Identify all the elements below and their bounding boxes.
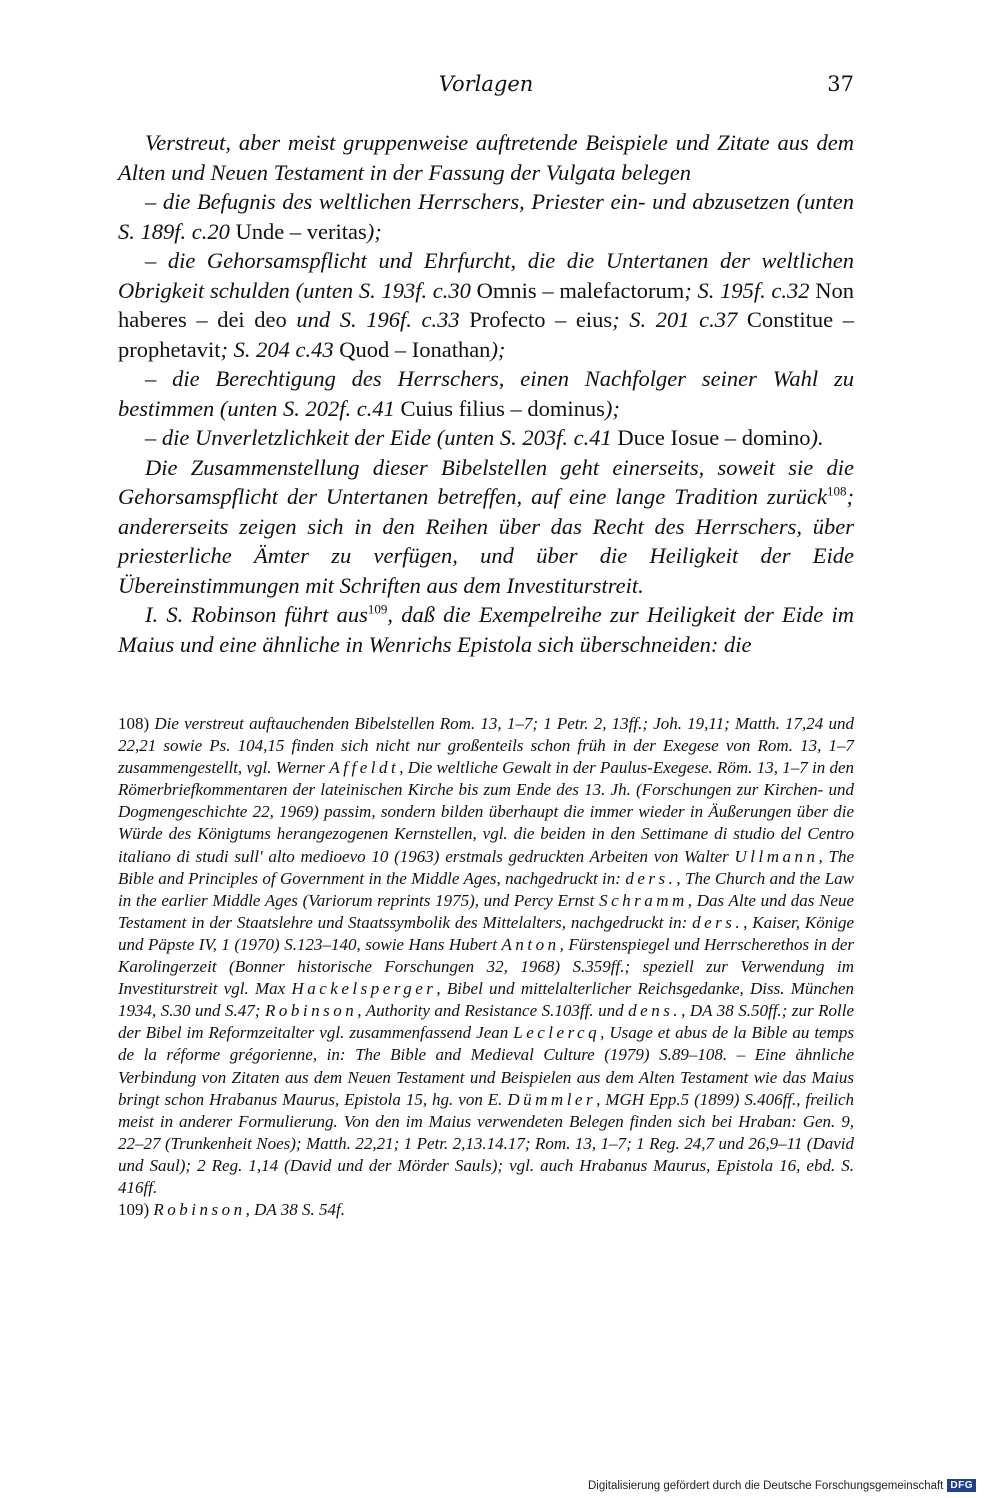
page-number: 37 <box>827 72 854 96</box>
citation-incipit: Non haberes – dei deo <box>118 277 854 332</box>
citation-incipit: Duce Iosue – domino <box>617 425 811 450</box>
text-run: , MGH Epp.5 (1899) S.406ff., freilich meist in anderer Formulierung. Von den im Maius verwendeten Belegen finden sich bei Hraban: Gen. 9, 22–27 (Trunkenheit Noes); Matth. 22,21; 1 Petr. 2,13.14.17; Rom. 13, 1–7; 1 Reg. 24,7 und 26,9–11 (David und Saul); 2 Reg. 1,14 (David und der Mörder Sauls); vgl. auch Hrabanus Maurus, Epistola 16, ebd. S. 416ff. <box>118 1089 854 1197</box>
digitization-credit <box>588 1479 976 1492</box>
author-name: Schramm <box>599 890 688 910</box>
author-name: Leclercq <box>513 1023 601 1043</box>
footnotes <box>118 713 854 1221</box>
citation-incipit: Quod – Ionathan <box>339 336 491 362</box>
text-run: , Usage et abus de la Bible au temps de la réforme grégorienne, in: The Bible and Medieval Culture (1979) S.89–108. – Eine ähnliche Verbindung von Zitaten aus dem Neuen Testament und Beispielen aus dem Alten Testament wie das Maius bringt schon Hrabanus Maurus, Epistola 15, hg. von E. <box>118 1023 854 1109</box>
author-name: ders. <box>692 912 744 932</box>
dfg-logo: DFG <box>947 1479 976 1492</box>
text-run: ); <box>490 336 506 362</box>
text-run: – die Gehorsamspflicht und Ehrfurcht, die die Untertanen der weltlichen Obrigkeit schulden (unten S. 193f. c.30 <box>118 248 854 303</box>
paragraph-nachfolger <box>118 364 854 423</box>
text-run: , daß die Exempelreihe zur Heiligkeit der Eide im Maius und eine ähnliche in Wenrichs Epistola sich überschneiden: die <box>118 602 854 657</box>
text-run: , Das Alte und das Neue Testament in der Staatslehre und Staatssymbolik des Mittelalters, nachgedruckt in: <box>118 890 854 932</box>
text-run: ); <box>604 395 620 421</box>
text-run: ; andererseits zeigen sich in den Reihen über das Recht des Herrschers, über priesterliche Ämter zu verfügen, und über die Heiligkeit der Eide Übereinstimmungen mit Schriften aus dem Investiturstreit. <box>118 484 854 598</box>
citation-incipit: Cuius filius – dominus <box>400 395 605 421</box>
author-name: Robinson <box>265 1001 358 1021</box>
text-run: ; S. 204 c.43 <box>220 336 340 362</box>
text-run: ). <box>810 425 824 450</box>
text-run: ; S. 195f. c.32 <box>684 277 816 303</box>
text-run: ); <box>366 218 382 244</box>
text-run: , The Church and the Law in the earlier Middle Ages (Variorum reprints 1975), und Percy Ernst <box>118 868 854 910</box>
text-run: Die verstreut auftauchenden Bibelstellen Rom. 13, 1–7; 1 Petr. 2, 13ff.; Joh. 19,11; Matth. 17,24 und 22,21 sowie Ps. 104,15 finden sich nicht nur großenteils schon früh in der Exegese von Rom. 13, 1–7 zusammengestellt, vgl. Werner <box>118 714 854 778</box>
running-title: Vorlagen <box>438 72 534 96</box>
text-run: , Die weltliche Gewalt in der Paulus-Exegese. Röm. 13, 1–7 in den Römerbriefkommentaren der lateinischen Kirche bis zum Ende des 13. Jh. (Forschungen zur Kirchen- und Dogmengeschichte 22, 1969) passim, sondern bilden überhaupt die immer wieder in Äußerungen über die Würde des Königtums herangezogenen Kernstellen, vgl. die beiden in den Settimane di studio del Centro italiano di studi sull' alto medioevo 10 (1963) erstmals gedruckten Arbeiten von Walter <box>118 758 854 866</box>
text-run: ; S. 201 c.37 <box>612 307 747 332</box>
text-run: – die Berechtigung des Herrschers, einen Nachfolger seiner Wahl zu bestimmen (unten S. 202f. c.41 <box>118 366 854 421</box>
text-run: , Kaiser, Könige und Päpste IV, 1 (1970) S.123–140, sowie Hans Hubert <box>118 912 855 954</box>
text-run: und S. 196f. c.33 <box>286 307 470 332</box>
text-run: , Bibel und mittelalterlicher Reichsgedanke, Diss. München 1934, S.30 und S.47; <box>118 979 854 1021</box>
text-run: , The Bible and Principles of Government in the Middle Ages, nachgedruckt in: <box>118 846 855 888</box>
text-run: , Fürstenspiegel und Herrscherethos in der Karolingerzeit (Bonner historische Forschungen 32, 1968) S.359ff.; speziell zur Verwendung im Investiturstreit vgl. Max <box>118 934 854 999</box>
paragraph-robinson <box>118 600 854 659</box>
credit-text: Digitalisierung gefördert durch die Deutsche Forschungsgemeinschaft <box>587 1479 944 1492</box>
author-name: Dümmler <box>507 1089 597 1109</box>
author-name: Robinson <box>153 1200 246 1220</box>
footnote-109 <box>118 1199 854 1221</box>
footnote-number: 108) <box>118 714 150 733</box>
paragraph-eide <box>118 423 854 453</box>
author-name: Ullmann <box>734 846 819 866</box>
citation-incipit: Profecto – eius <box>469 307 613 332</box>
text-run: Die Zusammenstellung dieser Bibelstellen geht einerseits, soweit sie die Gehorsamspflicht der Untertanen betreffen, auf eine lange Tradition zurück <box>118 454 854 509</box>
author-name: Anton <box>501 934 560 954</box>
running-header <box>118 72 854 106</box>
main-text <box>118 128 854 659</box>
author-name: Hackelsperger <box>291 979 437 999</box>
paragraph-intro: Verstreut, aber meist gruppenweise auftretende Beispiele und Zitate aus dem Alten und Neuen Testament in der Fassung der Vulgata belegen <box>118 130 854 185</box>
text-run: – die Unverletzlichkeit der Eide (unten S. 203f. c.41 <box>145 425 618 450</box>
citation-incipit: Omnis – malefactorum <box>476 277 685 303</box>
footnote-ref-109[interactable]: 109 <box>367 601 388 617</box>
text-run: , Authority and Resistance S.103ff. und <box>357 1001 629 1021</box>
text-run: , DA 38 S. 54f. <box>245 1200 345 1220</box>
footnote-number: 109) <box>118 1200 150 1220</box>
paragraph-gehorsam <box>118 246 854 364</box>
footnote-ref-108[interactable]: 108 <box>827 483 847 499</box>
citation-incipit: Unde – veritas <box>235 218 367 244</box>
text-run: I. S. Robinson führt aus <box>145 602 368 627</box>
author-name: dens. <box>628 1001 682 1021</box>
author-name: ders. <box>625 868 677 888</box>
citation-incipit: Constitue – prophetavit <box>118 307 854 362</box>
text-run: , DA 38 S.50ff.; zur Rolle der Bibel im Reformzeitalter vgl. zusammenfassend Jean <box>118 1001 854 1043</box>
text-run: – die Befugnis des weltlichen Herrschers, Priester ein- und abzusetzen (unten S. 189f. c.20 <box>118 189 854 244</box>
paragraph-befugnis <box>118 187 854 246</box>
paragraph-zusammenstellung <box>118 453 854 601</box>
author-name: Affeldt <box>329 758 400 778</box>
footnote-108 <box>118 713 854 1199</box>
